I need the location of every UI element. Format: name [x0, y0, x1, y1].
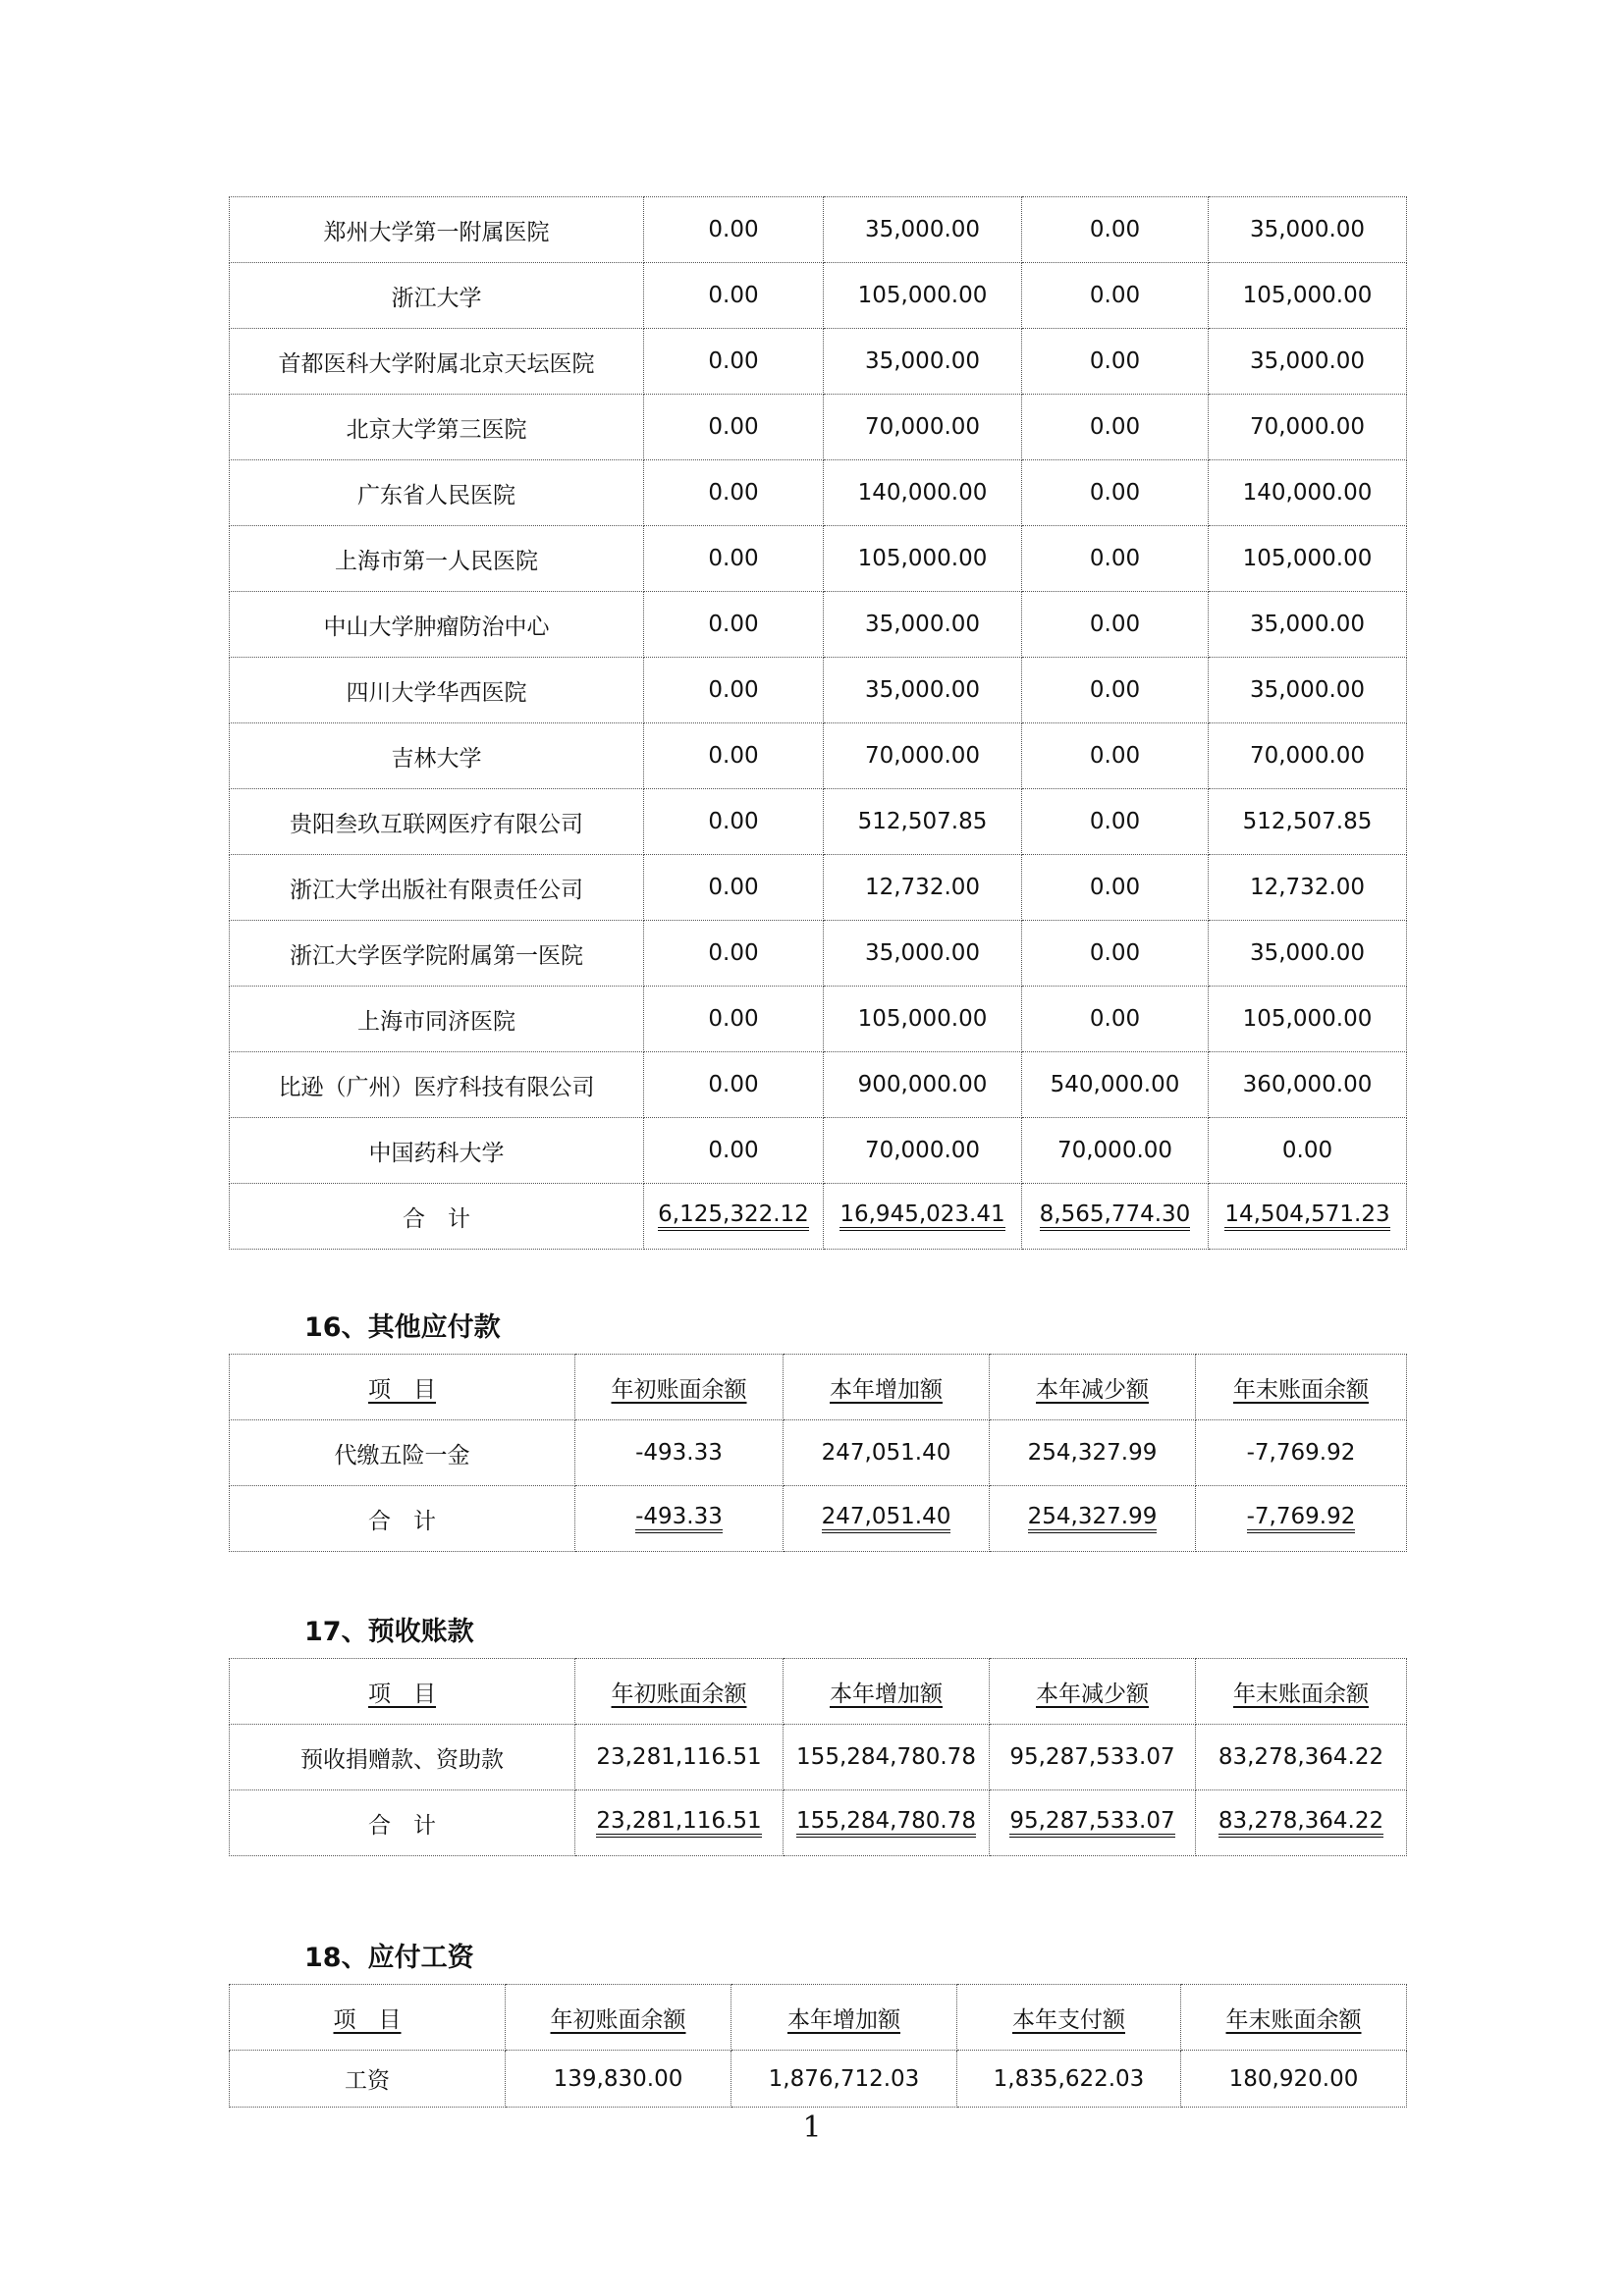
item-label: 浙江大学出版社有限责任公司: [290, 877, 583, 903]
amount-value: 本年增加额: [830, 1681, 943, 1707]
amount-value: 0.00: [708, 348, 759, 374]
item-cell: [230, 2051, 506, 2108]
amount-value: 83,278,364.22: [1218, 1744, 1384, 1770]
item-label: 广东省人民医院: [357, 482, 515, 508]
section17-total-row: [230, 1790, 1407, 1856]
table-15-continued: [229, 196, 1407, 1250]
amount-value: 1,876,712.03: [768, 2065, 920, 2092]
amount-cell: [957, 1985, 1181, 2051]
amount-cell: [1022, 329, 1209, 395]
item-label: 代缴五险一金: [334, 1442, 470, 1468]
amount-value: 254,327.99: [1027, 1440, 1158, 1466]
table15-table-row: [230, 395, 1407, 460]
item-label: 中国药科大学: [368, 1140, 505, 1166]
amount-value: 23,281,116.51: [596, 1808, 761, 1838]
amount-value: 140,000.00: [1242, 480, 1373, 506]
amount-cell: [1209, 1184, 1407, 1250]
section-18-title: 18、应付工资: [304, 1943, 474, 1973]
amount-cell: [644, 526, 824, 592]
item-cell: [230, 1486, 575, 1552]
item-label: 预收捐赠款、资助款: [300, 1746, 504, 1773]
amount-cell: [824, 1052, 1022, 1118]
amount-cell: [1022, 395, 1209, 460]
section16-table-row: [230, 1420, 1407, 1486]
item-label: 项 目: [368, 1681, 436, 1707]
amount-cell: [824, 460, 1022, 526]
amount-cell: [575, 1725, 784, 1790]
amount-value: 0.00: [1089, 546, 1141, 571]
amount-cell: [1022, 592, 1209, 658]
amount-cell: [1022, 855, 1209, 921]
amount-cell: [990, 1486, 1196, 1552]
amount-cell: [575, 1420, 784, 1486]
amount-cell: [784, 1420, 990, 1486]
amount-value: 105,000.00: [1242, 283, 1373, 308]
amount-value: 年初账面余额: [550, 2006, 686, 2033]
amount-value: 35,000.00: [1249, 217, 1366, 242]
item-label: 中山大学肿瘤防治中心: [323, 614, 550, 640]
amount-cell: [644, 855, 824, 921]
amount-value: 105,000.00: [1242, 1006, 1373, 1032]
amount-cell: [506, 1985, 731, 2051]
item-cell: [230, 197, 644, 263]
item-cell: [230, 460, 644, 526]
amount-cell: [575, 1486, 784, 1552]
amount-value: 0.00: [1089, 217, 1141, 242]
amount-value: 0.00: [708, 940, 759, 966]
amount-value: 360,000.00: [1242, 1072, 1373, 1097]
item-label: 郑州大学第一附属医院: [323, 219, 550, 245]
amount-cell: [1022, 1052, 1209, 1118]
amount-cell: [644, 197, 824, 263]
amount-value: 0.00: [708, 875, 759, 900]
amount-value: 105,000.00: [1242, 546, 1373, 571]
table15-table-row: [230, 526, 1407, 592]
item-cell: [230, 658, 644, 723]
amount-cell: [1209, 592, 1407, 658]
amount-cell: [1209, 460, 1407, 526]
amount-value: 0.00: [1089, 809, 1141, 834]
amount-cell: [506, 2051, 731, 2108]
table15-table-row: [230, 1052, 1407, 1118]
item-cell: [230, 329, 644, 395]
item-label: 贵阳叁玖互联网医疗有限公司: [290, 811, 583, 837]
item-cell: [230, 789, 644, 855]
amount-cell: [990, 1790, 1196, 1856]
amount-value: 0.00: [1089, 743, 1141, 769]
amount-value: 本年增加额: [830, 1376, 943, 1403]
amount-cell: [1209, 855, 1407, 921]
amount-value: 0.00: [1089, 940, 1141, 966]
table15-table-row: [230, 460, 1407, 526]
table15-table-row: [230, 329, 1407, 395]
amount-cell: [1022, 263, 1209, 329]
amount-cell: [575, 1355, 784, 1420]
amount-value: 0.00: [708, 480, 759, 506]
amount-value: 年末账面余额: [1233, 1376, 1369, 1403]
amount-value: 本年减少额: [1036, 1681, 1149, 1707]
amount-value: 512,507.85: [1242, 809, 1373, 834]
amount-cell: [644, 1052, 824, 1118]
item-cell: [230, 1790, 575, 1856]
amount-value: 0.00: [1089, 677, 1141, 703]
item-label: 项 目: [333, 2006, 402, 2033]
table15-table-row: [230, 789, 1407, 855]
amount-value: -493.33: [635, 1504, 723, 1533]
amount-cell: [824, 526, 1022, 592]
amount-value: 70,000.00: [1249, 743, 1366, 769]
item-cell: [230, 395, 644, 460]
amount-value: 本年增加额: [787, 2006, 900, 2033]
amount-cell: [1209, 658, 1407, 723]
amount-cell: [1209, 263, 1407, 329]
amount-cell: [1196, 1420, 1407, 1486]
amount-cell: [1022, 658, 1209, 723]
amount-value: 247,051.40: [822, 1504, 951, 1533]
amount-value: 0.00: [1089, 1006, 1141, 1032]
amount-value: 540,000.00: [1050, 1072, 1180, 1097]
amount-value: 0.00: [708, 217, 759, 242]
item-cell: [230, 1184, 644, 1250]
table15-table-row: [230, 855, 1407, 921]
amount-cell: [1209, 987, 1407, 1052]
amount-cell: [824, 855, 1022, 921]
amount-cell: [1022, 460, 1209, 526]
amount-cell: [644, 723, 824, 789]
amount-value: 0.00: [1089, 612, 1141, 637]
amount-cell: [784, 1725, 990, 1790]
amount-cell: [1209, 789, 1407, 855]
amount-value: 35,000.00: [864, 612, 981, 637]
amount-cell: [1022, 921, 1209, 987]
table-17-advance-receipts: [229, 1658, 1407, 1856]
item-label: 浙江大学医学院附属第一医院: [290, 942, 583, 969]
amount-cell: [1209, 723, 1407, 789]
section-16-title: 16、其他应付款: [304, 1312, 501, 1343]
amount-cell: [824, 395, 1022, 460]
amount-value: 95,287,533.07: [1009, 1808, 1174, 1838]
amount-cell: [575, 1659, 784, 1725]
amount-value: 23,281,116.51: [596, 1744, 762, 1770]
item-cell: [230, 1052, 644, 1118]
amount-cell: [1181, 2051, 1407, 2108]
amount-cell: [1022, 987, 1209, 1052]
amount-value: 0.00: [708, 1072, 759, 1097]
amount-cell: [784, 1790, 990, 1856]
amount-cell: [824, 789, 1022, 855]
amount-value: 512,507.85: [857, 809, 988, 834]
table15-table-row: [230, 987, 1407, 1052]
amount-value: 8,565,774.30: [1040, 1201, 1191, 1231]
amount-cell: [824, 329, 1022, 395]
amount-cell: [1196, 1725, 1407, 1790]
amount-value: 70,000.00: [864, 414, 981, 440]
amount-cell: [1209, 1118, 1407, 1184]
amount-value: -7,769.92: [1247, 1504, 1356, 1533]
amount-cell: [824, 658, 1022, 723]
item-cell: [230, 723, 644, 789]
amount-value: 年初账面余额: [611, 1376, 747, 1403]
item-cell: [230, 987, 644, 1052]
amount-value: 35,000.00: [1249, 612, 1366, 637]
item-cell: [230, 1725, 575, 1790]
amount-value: 本年减少额: [1036, 1376, 1149, 1403]
amount-value: 0.00: [708, 414, 759, 440]
item-label: 四川大学华西医院: [346, 679, 527, 706]
amount-value: 155,284,780.78: [796, 1808, 976, 1838]
amount-value: 140,000.00: [857, 480, 988, 506]
table-18-wages-payable: [229, 1984, 1407, 2108]
amount-cell: [644, 1184, 824, 1250]
section16-header-row: [230, 1355, 1407, 1420]
item-cell: [230, 526, 644, 592]
amount-value: 105,000.00: [857, 546, 988, 571]
amount-value: -493.33: [635, 1440, 723, 1466]
amount-cell: [644, 592, 824, 658]
amount-cell: [1196, 1659, 1407, 1725]
section-17-title: 17、预收账款: [304, 1617, 474, 1647]
amount-value: 12,732.00: [864, 875, 981, 900]
amount-value: 年末账面余额: [1233, 1681, 1369, 1707]
item-label: 吉林大学: [391, 745, 482, 772]
item-cell: [230, 1659, 575, 1725]
section18-header-row: [230, 1985, 1407, 2051]
amount-cell: [644, 329, 824, 395]
amount-value: 0.00: [708, 283, 759, 308]
amount-value: 35,000.00: [864, 348, 981, 374]
item-label: 合 计: [403, 1205, 470, 1232]
amount-cell: [731, 1985, 957, 2051]
table15-total-row: [230, 1184, 1407, 1250]
amount-cell: [824, 921, 1022, 987]
amount-value: 0.00: [708, 677, 759, 703]
item-cell: [230, 921, 644, 987]
item-label: 北京大学第三医院: [346, 416, 527, 443]
amount-value: 83,278,364.22: [1218, 1808, 1383, 1838]
amount-value: 70,000.00: [1056, 1138, 1173, 1163]
amount-cell: [1196, 1355, 1407, 1420]
amount-value: 0.00: [708, 546, 759, 571]
amount-value: -7,769.92: [1246, 1440, 1356, 1466]
amount-value: 70,000.00: [1249, 414, 1366, 440]
amount-cell: [957, 2051, 1181, 2108]
amount-value: 0.00: [1089, 414, 1141, 440]
amount-value: 1,835,622.03: [993, 2065, 1145, 2092]
item-cell: [230, 1355, 575, 1420]
amount-value: 0.00: [708, 809, 759, 834]
amount-value: 35,000.00: [1249, 940, 1366, 966]
amount-cell: [1022, 197, 1209, 263]
amount-cell: [644, 395, 824, 460]
amount-value: 35,000.00: [864, 940, 981, 966]
amount-value: 35,000.00: [1249, 348, 1366, 374]
section18-table-row: [230, 2051, 1407, 2108]
item-cell: [230, 1420, 575, 1486]
amount-value: 35,000.00: [1249, 677, 1366, 703]
item-cell: [230, 855, 644, 921]
amount-cell: [990, 1420, 1196, 1486]
amount-cell: [1209, 329, 1407, 395]
amount-value: 12,732.00: [1249, 875, 1366, 900]
amount-cell: [575, 1790, 784, 1856]
amount-value: 70,000.00: [864, 1138, 981, 1163]
amount-value: 0.00: [1281, 1138, 1333, 1163]
amount-value: 254,327.99: [1028, 1504, 1158, 1533]
amount-cell: [1209, 395, 1407, 460]
table15-table-row: [230, 1118, 1407, 1184]
amount-cell: [824, 1118, 1022, 1184]
section16-total-row: [230, 1486, 1407, 1552]
item-label: 上海市同济医院: [357, 1008, 515, 1035]
item-label: 浙江大学: [391, 285, 482, 311]
amount-cell: [1196, 1790, 1407, 1856]
amount-cell: [644, 987, 824, 1052]
amount-cell: [644, 460, 824, 526]
amount-value: 年末账面余额: [1225, 2006, 1362, 2033]
item-label: 合 计: [368, 1812, 436, 1839]
amount-cell: [824, 723, 1022, 789]
amount-cell: [644, 921, 824, 987]
amount-value: 年初账面余额: [611, 1681, 747, 1707]
item-cell: [230, 1118, 644, 1184]
amount-value: 35,000.00: [864, 677, 981, 703]
table15-table-row: [230, 592, 1407, 658]
item-label: 首都医科大学附属北京天坛医院: [278, 350, 595, 377]
amount-cell: [1209, 526, 1407, 592]
item-label: 上海市第一人民医院: [335, 548, 538, 574]
item-cell: [230, 592, 644, 658]
amount-value: 155,284,780.78: [796, 1744, 976, 1770]
amount-value: 105,000.00: [857, 283, 988, 308]
amount-cell: [990, 1659, 1196, 1725]
amount-value: 16,945,023.41: [839, 1201, 1004, 1231]
amount-cell: [784, 1486, 990, 1552]
section17-header-row: [230, 1659, 1407, 1725]
amount-cell: [644, 789, 824, 855]
item-label: 项 目: [368, 1376, 436, 1403]
item-cell: [230, 1985, 506, 2051]
amount-cell: [644, 1118, 824, 1184]
amount-cell: [1209, 197, 1407, 263]
amount-value: 95,287,533.07: [1009, 1744, 1175, 1770]
amount-cell: [824, 1184, 1022, 1250]
item-label: 比逊（广州）医疗科技有限公司: [278, 1074, 595, 1100]
table15-table-row: [230, 921, 1407, 987]
amount-cell: [1022, 526, 1209, 592]
amount-value: 0.00: [708, 743, 759, 769]
amount-cell: [1196, 1486, 1407, 1552]
amount-cell: [824, 197, 1022, 263]
amount-cell: [1209, 1052, 1407, 1118]
amount-cell: [1022, 1184, 1209, 1250]
amount-value: 0.00: [708, 1006, 759, 1032]
item-cell: [230, 263, 644, 329]
amount-value: 本年支付额: [1012, 2006, 1125, 2033]
amount-cell: [1022, 789, 1209, 855]
amount-value: 0.00: [708, 612, 759, 637]
amount-cell: [824, 987, 1022, 1052]
amount-value: 70,000.00: [864, 743, 981, 769]
amount-value: 900,000.00: [857, 1072, 988, 1097]
amount-cell: [990, 1725, 1196, 1790]
amount-cell: [1022, 723, 1209, 789]
amount-value: 0.00: [1089, 283, 1141, 308]
page-number: 1: [802, 2110, 822, 2145]
amount-cell: [784, 1355, 990, 1420]
amount-value: 139,830.00: [553, 2065, 683, 2092]
amount-value: 0.00: [1089, 875, 1141, 900]
item-label: 合 计: [368, 1508, 436, 1534]
amount-value: 0.00: [1089, 348, 1141, 374]
amount-value: 35,000.00: [864, 217, 981, 242]
item-label: 工资: [345, 2068, 390, 2094]
table15-table-row: [230, 197, 1407, 263]
section17-table-row: [230, 1725, 1407, 1790]
amount-value: 105,000.00: [857, 1006, 988, 1032]
amount-value: 0.00: [708, 1138, 759, 1163]
amount-cell: [824, 263, 1022, 329]
amount-cell: [644, 263, 824, 329]
table15-table-row: [230, 658, 1407, 723]
table15-table-row: [230, 723, 1407, 789]
amount-cell: [990, 1355, 1196, 1420]
table15-table-row: [230, 263, 1407, 329]
amount-cell: [1209, 921, 1407, 987]
amount-cell: [784, 1659, 990, 1725]
amount-value: 180,920.00: [1228, 2065, 1359, 2092]
amount-cell: [731, 2051, 957, 2108]
amount-value: 0.00: [1089, 480, 1141, 506]
table-16-other-payables: [229, 1354, 1407, 1552]
amount-value: 14,504,571.23: [1224, 1201, 1389, 1231]
amount-cell: [1022, 1118, 1209, 1184]
amount-value: 247,051.40: [821, 1440, 951, 1466]
amount-cell: [824, 592, 1022, 658]
amount-cell: [644, 658, 824, 723]
amount-cell: [1181, 1985, 1407, 2051]
amount-value: 6,125,322.12: [658, 1201, 809, 1231]
